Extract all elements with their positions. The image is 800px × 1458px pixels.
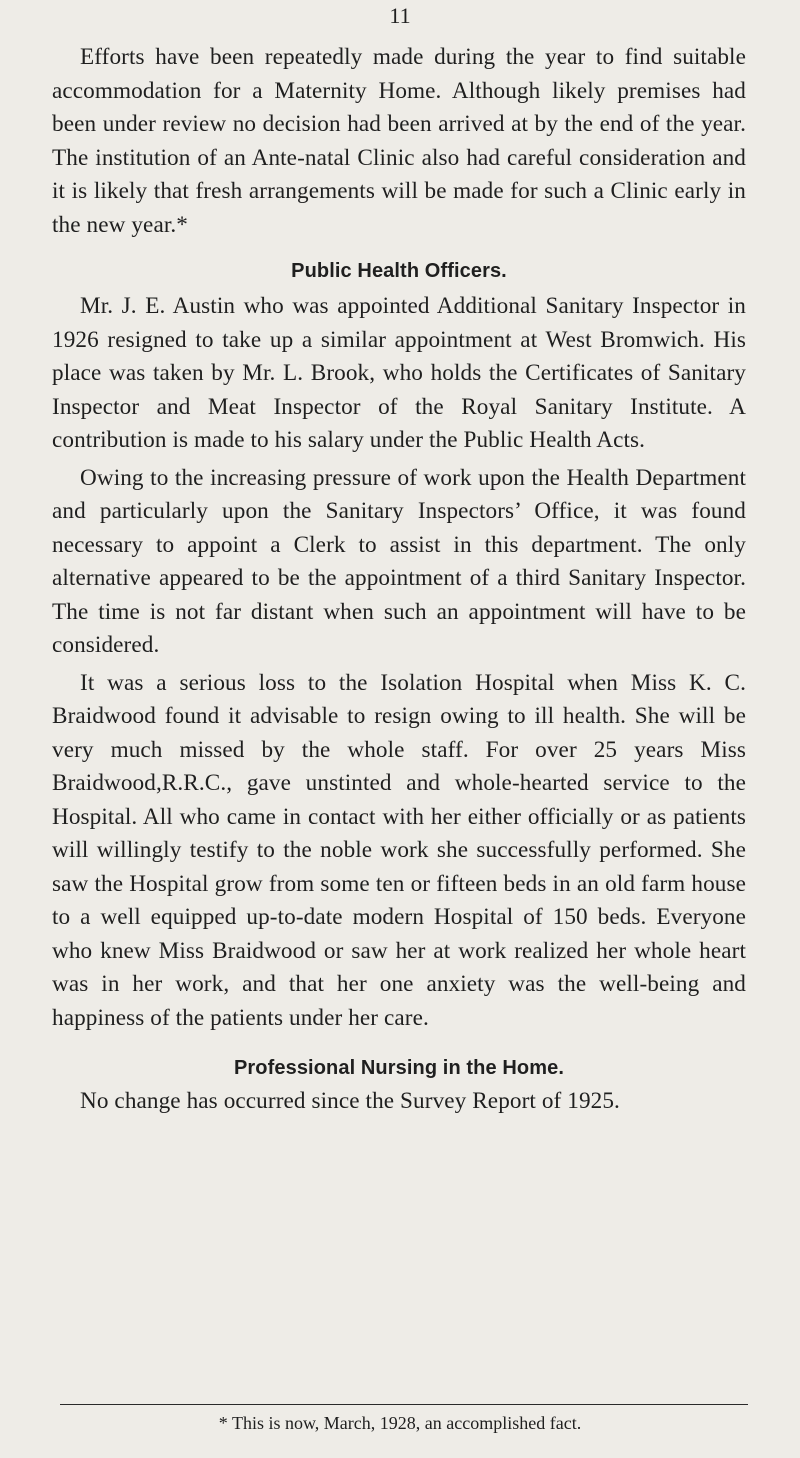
page-content — [52, 41, 746, 1119]
heading-professional-nursing: Professional Nursing in the Home. — [233, 1057, 565, 1079]
paragraph-sanitary-inspector: Mr. J. E. Austin who was appointed Additional Sanitary Inspector in 1926 resigned to take up a similar appointment at West Bromwich. His place was taken by Mr. L. Brook, who holds the Certificates of Sanitary Inspector and Meat Inspector of the Royal Sanitary Institute. A contribution is made to his salary under the Public Health Acts. — [52, 293, 746, 453]
paragraph-miss-braidwood: It was a serious loss to the Isolation Hospital when Miss K. C. Braidwood found it advisable to resign owing to ill health. She will be very much missed by the whole staff. For over 25 years Miss Braidwood,R.R.C., gave unstinted and whole-hearted service to the Hospital. All who came in contact with her either officially or as patients will willingly testify to the noble work she successfully performed. She saw the Hospital grow from some ten or fifteen beds in an old farm house to a well equipped up-to-date modern Hospital of 150 beds. Everyone who knew Miss Braidwood or saw her at work realized her whole heart was in her work, and that her one anxiety was the well-being and happiness of the patients under her care. — [52, 669, 746, 1031]
paragraph-maternity-home: Efforts have been repeatedly made during the year to find suitable accommodation for a Maternity Home. Although likely premises had been under review no decision had been arrived at by the end of the year. The institution of an Ante-natal Clinic also had careful consideration and it is likely that fresh arrangements will be made for such a Clinic early in the new year.* — [52, 44, 746, 238]
footnote: * This is now, March, 1928, an accomplished fact. — [218, 1413, 582, 1433]
footnote-divider — [60, 1404, 748, 1405]
paragraph-no-change: No change has occurred since the Survey Report of 1925. — [80, 1088, 620, 1114]
paragraph-health-department-clerk: Owing to the increasing pressure of work upon the Health Department and particularly upon the Sanitary Inspectors’ Office, it was found necessary to appoint a Clerk to assist in this department. The only alternative appeared to be the appointment of a third Sanitary Inspector. The time is not far distant when such an appointment will have to be considered. — [52, 464, 746, 658]
heading-public-health-officers: Public Health Officers. — [291, 260, 507, 282]
page-number: 11 — [389, 3, 411, 28]
